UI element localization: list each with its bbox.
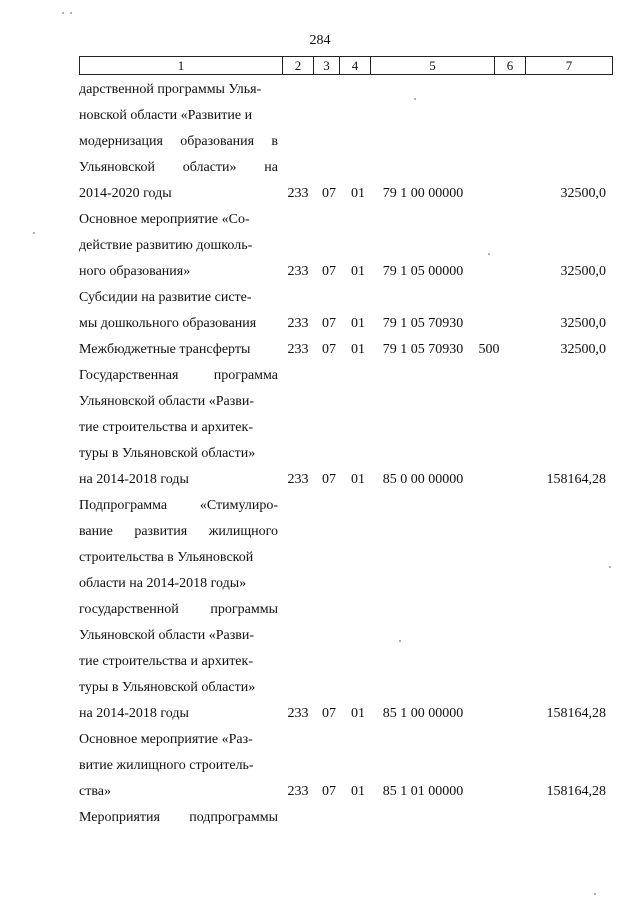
row-col-2: 233 bbox=[287, 472, 309, 487]
scan-speck bbox=[399, 640, 401, 642]
row-col-2: 233 bbox=[287, 342, 309, 357]
row-col-7: 32500,0 bbox=[560, 264, 606, 279]
row-col-7: 32500,0 bbox=[560, 316, 606, 331]
row-description: Подпрограмма «Стимулиро- вание развития жилищного строительства в Ульяновской области на 2014-2018 годы» государственной программы Ульяновской области «Разви- тие строительства и архитек- туры в Ульяновской области» на 2014-2018 годы bbox=[79, 498, 278, 721]
row-col-5: 79 1 05 00000 bbox=[382, 264, 464, 279]
row-description: Субсидии на развитие систе- мы дошкольного образования bbox=[79, 290, 257, 331]
row-col-7: 158164,28 bbox=[546, 706, 606, 721]
header-col-3: 3 bbox=[314, 57, 340, 74]
scan-speck bbox=[414, 98, 416, 100]
row-col-3: 07 bbox=[322, 784, 336, 799]
row-col-7: 158164,28 bbox=[546, 784, 606, 799]
row-col-4: 01 bbox=[351, 316, 365, 331]
row-col-2: 233 bbox=[287, 784, 309, 799]
row-col-5: 85 1 00 00000 bbox=[382, 706, 464, 721]
row-col-6: 500 bbox=[478, 342, 500, 357]
scan-speck bbox=[594, 893, 596, 895]
scan-speck bbox=[488, 253, 490, 255]
row-col-2: 233 bbox=[287, 264, 309, 279]
row-description: Основное мероприятие «Со- действие развитию дошколь- ного образования» bbox=[79, 212, 253, 279]
row-col-4: 01 bbox=[351, 342, 365, 357]
row-col-5: 79 1 00 00000 bbox=[382, 186, 464, 201]
page-number: 284 bbox=[309, 33, 331, 48]
row-col-3: 07 bbox=[322, 706, 336, 721]
row-col-5: 85 1 01 00000 bbox=[382, 784, 464, 799]
scan-speck bbox=[33, 232, 35, 234]
header-col-7: 7 bbox=[565, 57, 573, 73]
scan-speck bbox=[70, 12, 72, 14]
row-col-5: 79 1 05 70930 bbox=[382, 316, 464, 331]
row-col-3: 07 bbox=[322, 342, 336, 357]
header-col-6: 6 bbox=[495, 57, 526, 74]
row-description: Мероприятия подпрограммы bbox=[79, 810, 278, 825]
header-col-4: 4 bbox=[340, 57, 371, 74]
row-col-3: 07 bbox=[322, 264, 336, 279]
row-description: Основное мероприятие «Раз- витие жилищного строитель- ства» bbox=[79, 732, 254, 799]
row-col-7: 32500,0 bbox=[560, 342, 606, 357]
row-col-3: 07 bbox=[322, 186, 336, 201]
row-col-2: 233 bbox=[287, 316, 309, 331]
header-col-1: 1 bbox=[80, 57, 283, 74]
table-header bbox=[79, 56, 613, 75]
scan-speck bbox=[62, 12, 64, 14]
header-col-2: 2 bbox=[283, 57, 314, 74]
row-col-2: 233 bbox=[287, 706, 309, 721]
row-col-4: 01 bbox=[351, 186, 365, 201]
row-col-7: 32500,0 bbox=[560, 186, 606, 201]
row-col-4: 01 bbox=[351, 264, 365, 279]
header-col-5: 5 bbox=[371, 57, 495, 74]
row-col-3: 07 bbox=[322, 472, 336, 487]
row-col-4: 01 bbox=[351, 472, 365, 487]
row-description: Государственная программа Ульяновской области «Разви- тие строительства и архитек- туры в Ульяновской области» на 2014-2018 годы bbox=[79, 368, 278, 487]
row-col-2: 233 bbox=[287, 186, 309, 201]
row-col-3: 07 bbox=[322, 316, 336, 331]
row-col-5: 85 0 00 00000 bbox=[382, 472, 464, 487]
row-col-4: 01 bbox=[351, 706, 365, 721]
row-col-7: 158164,28 bbox=[546, 472, 606, 487]
row-description: Межбюджетные трансферты bbox=[79, 342, 251, 357]
scan-speck bbox=[609, 566, 611, 568]
row-col-4: 01 bbox=[351, 784, 365, 799]
row-col-5: 79 1 05 70930 bbox=[382, 342, 464, 357]
row-description: дарственной программы Улья- новской области «Развитие и модернизация образования в Ульяновской области» на 2014-2020 годы bbox=[79, 82, 278, 201]
